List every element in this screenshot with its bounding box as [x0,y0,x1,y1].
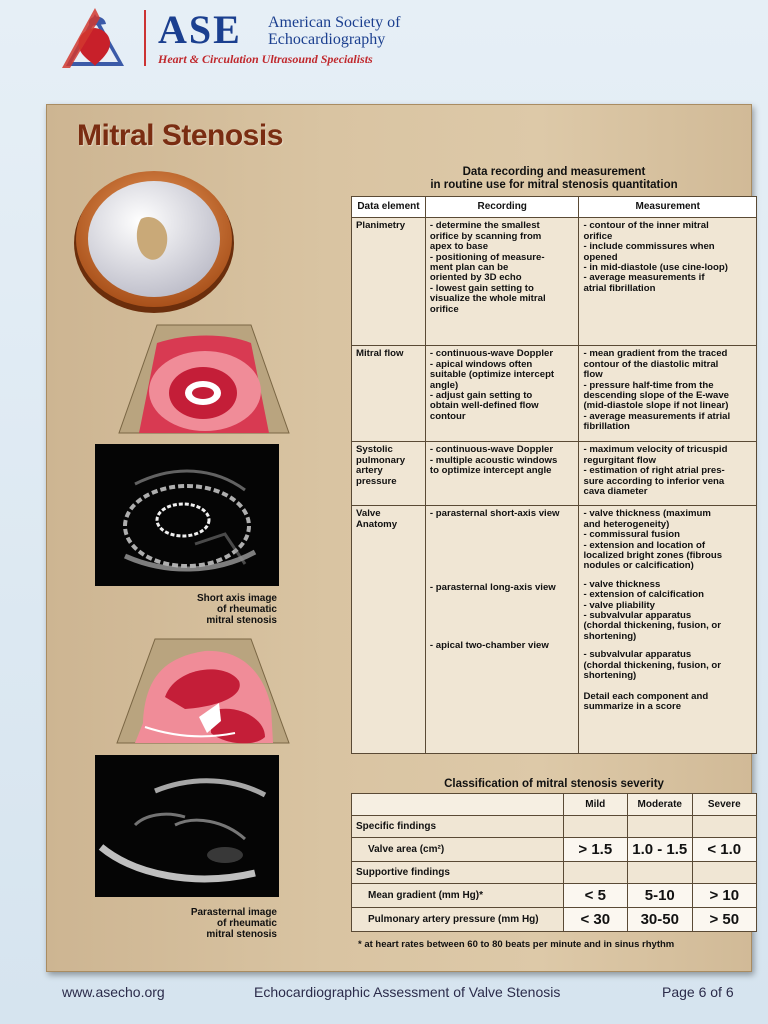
organization-name [268,14,400,48]
cell-text: - continuous-wave Doppler - apical windows often suitable (optimize intercept angle) - adjust gain setting to obtain well-defined flow contour [429,348,555,422]
mild-value: < 30 [563,908,627,932]
cell-text: - maximum velocity of tricuspid regurgitant flow - estimation of right atrial pres- sure according to inferior vena cava diameter [583,444,728,498]
org-line-2: Echocardiography [268,31,386,48]
section-label: Specific findings [352,816,564,838]
caption-line: mitral stenosis [206,615,277,626]
data-element-cell [352,506,426,754]
footnote: * at heart rates between 60 to 80 beats per minute and in sinus rhythm [358,939,675,950]
cell-text: - parasternal long-axis view [429,582,556,594]
cell-text: - subvalvular apparatus (chordal thickening, fusion, or shortening) [583,649,722,682]
cell-text: - apical two-chamber view [429,640,549,652]
measurement-cell [579,442,757,506]
cell-text: Detail each component and summarize in a score [583,690,709,712]
cell-text: Valve Anatomy [356,508,398,530]
footer-page-number: Page 6 of 6 [662,984,734,1000]
moderate-value: 30-50 [628,908,692,932]
column-header: Recording [425,197,579,218]
mild-value: < 5 [563,884,627,908]
cell-text: Planimetry [356,220,406,232]
table-row [352,862,757,884]
recording-cell [425,442,579,506]
page-header [60,6,440,72]
empty-header-cell [352,794,564,816]
severity-table-title: Classification of mitral stenosis severity [444,778,664,790]
recording-table-title [352,166,756,192]
recording-cell [425,506,579,754]
table-row [352,816,757,838]
table-row [352,442,757,506]
row-label: Mean gradient (mm Hg)* [352,884,564,908]
ase-abbreviation: ASE [158,7,242,52]
title-line: Data recording and measurement [462,166,646,178]
column-header: Severe [692,794,757,816]
caption-line: Parasternal image [190,907,277,918]
column-header: Data element [352,197,426,218]
row-label: Valve area (cm²) [352,838,564,862]
recording-measurement-table [351,196,757,754]
org-line-1: American Society of [268,14,401,31]
mild-value: > 1.5 [563,838,627,862]
column-header: Mild [563,794,627,816]
caption-line: mitral stenosis [206,929,277,940]
page-title: Mitral Stenosis [77,119,283,152]
footer-document-title: Echocardiographic Assessment of Valve Stenosis [254,984,561,1000]
table-row [352,346,757,442]
tagline: Heart & Circulation Ultrasound Specialists [158,52,373,66]
table-row [352,884,757,908]
recording-cell [425,346,579,442]
table-row [352,506,757,754]
empty-cell [563,816,627,838]
severity-classification-table [351,793,757,932]
ase-logo-icon [60,8,130,70]
moderate-value: 5-10 [628,884,692,908]
table-row [352,218,757,346]
empty-cell [628,862,692,884]
table-header-row [352,794,757,816]
title-line: in routine use for mitral stenosis quantitation [430,179,678,191]
caption-line: Short axis image [196,593,277,604]
table-header-row [352,197,757,218]
caption-line: of rheumatic [216,604,277,615]
footer-url[interactable]: www.asecho.org [62,984,165,1000]
cell-text: - mean gradient from the traced contour of the diastolic mitral flow - pressure half-time from the descending slope of the E-wave (mid-diastole slope if not linear) - average measurements if atrial fibrillation [583,348,731,433]
data-element-cell [352,442,426,506]
data-element-cell [352,218,426,346]
data-element-cell [352,346,426,442]
cell-text: - valve thickness (maximum and heterogeneity) - commissural fusion - extension and location of localized bright zones (fibrous nodules or calcification) [583,508,723,572]
column-header: Moderate [628,794,692,816]
measurement-cell [579,506,757,754]
cell-text: - valve thickness - extension of calcification - valve pliability - subvalvular apparatus (chordal thickening, fusion, or shortening) [583,578,722,642]
empty-cell [692,862,757,884]
empty-cell [692,816,757,838]
moderate-value: 1.0 - 1.5 [628,838,692,862]
cell-text: Mitral flow [356,348,404,360]
recording-cell [425,218,579,346]
cell-text: - parasternal short-axis view [429,508,560,520]
caption-line: of rheumatic [216,918,277,929]
severe-value: < 1.0 [692,838,757,862]
column-header: Measurement [579,197,757,218]
tables-layer [46,104,752,972]
severe-value: > 50 [692,908,757,932]
cell-text: - determine the smallest orifice by scanning from apex to base - positioning of measure- ment plan can be oriented by 3D echo - lowest gain setting to visualize the whole mitral orifice [429,220,546,315]
table-row [352,908,757,932]
row-label: Pulmonary artery pressure (mm Hg) [352,908,564,932]
cell-text: - continuous-wave Doppler - multiple acoustic windows to optimize intercept angle [429,444,558,477]
measurement-cell [579,218,757,346]
severe-value: > 10 [692,884,757,908]
table-row [352,838,757,862]
empty-cell [563,862,627,884]
cell-text: - contour of the inner mitral orifice - include commissures when opened - in mid-diastole (use cine-loop) - average measurements if atrial fibrillation [583,220,728,294]
logo-separator [144,10,146,66]
empty-cell [628,816,692,838]
measurement-cell [579,346,757,442]
section-label: Supportive findings [352,862,564,884]
cell-text: Systolic pulmonary artery pressure [356,444,406,487]
